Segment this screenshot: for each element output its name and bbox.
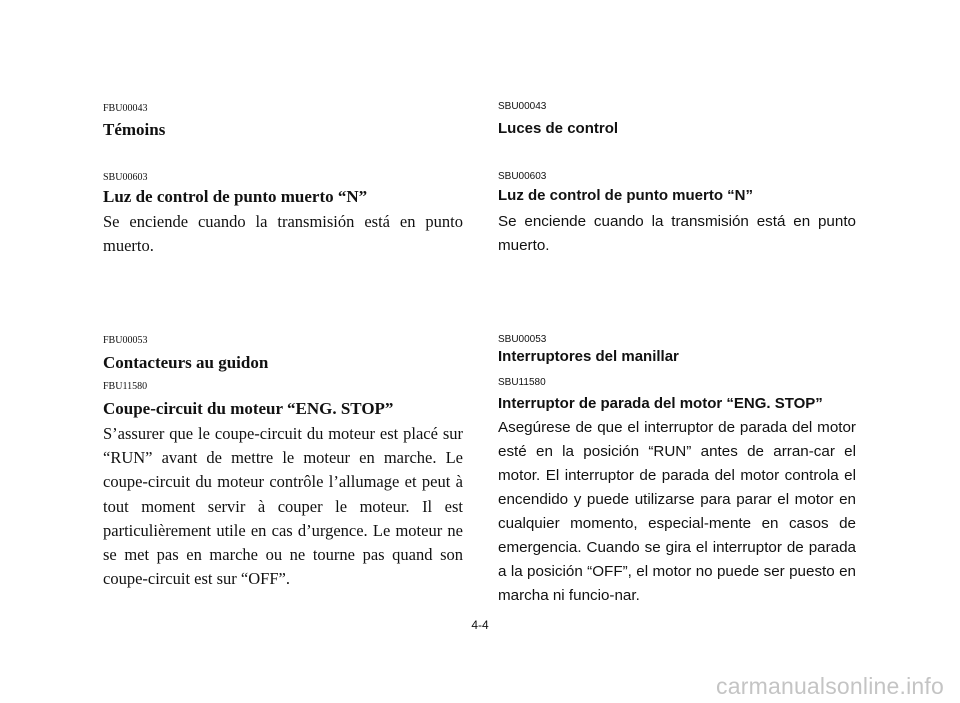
section-code: FBU00053 — [103, 335, 148, 346]
section-title-handlebar-switches: Contacteurs au guidon — [103, 353, 269, 372]
section-title-neutral-light: Luz de control de punto muerto “N” — [103, 187, 368, 206]
section-code: SBU00603 — [498, 171, 547, 182]
section-title-handlebar-switches: Interruptores del manillar — [498, 348, 679, 365]
section-body-neutral-light: Se enciende cuando la transmisión está en punto muerto. — [103, 212, 463, 256]
section-title-engine-stop-switch: Interruptor de parada del motor “ENG. STOP” — [498, 395, 823, 412]
section-title-temoins: Témoins — [103, 120, 166, 139]
section-code: SBU00043 — [498, 101, 547, 112]
watermark: carmanualsonline.info — [716, 673, 944, 699]
section-body-engine-stop-switch: Asegúrese de que el interruptor de parada del motor esté en la posición “RUN” antes de arran-car el motor. El interruptor de parada del motor controla el encendido y puede utilizarse para parar el motor en cualquier momento, especial-mente en casos de emergencia. Cuando se gira el interruptor de parada a la posición “OFF”, el motor no puede ser puesto en marcha ni funcio-nar. — [498, 419, 856, 604]
section-code: SBU00603 — [103, 172, 148, 183]
section-body-engine-stop-switch: S’assurer que le coupe-circuit du moteur est placé sur “RUN” avant de mettre le moteur en marche. Le coupe-circuit du moteur contrôle l’allumage et peut à tout moment servir à couper le moteur. Il est particulièrement utile en cas d’urgence. Le moteur ne se met pas en marche ou ne tourne pas quand son coupe-circuit est sur “OFF”. — [103, 424, 463, 589]
section-body-neutral-light: Se enciende cuando la transmisión está en punto muerto. — [498, 213, 856, 254]
section-title-engine-stop-switch: Coupe-circuit du moteur “ENG. STOP” — [103, 399, 394, 418]
page-number: 4-4 — [471, 618, 489, 632]
section-code: SBU11580 — [498, 377, 546, 388]
section-title-luces-de-control: Luces de control — [498, 120, 619, 137]
section-code: FBU11580 — [103, 381, 148, 392]
section-code: FBU00043 — [103, 103, 148, 114]
section-title-neutral-light: Luz de control de punto muerto “N” — [498, 187, 753, 204]
section-code: SBU00053 — [498, 334, 547, 345]
